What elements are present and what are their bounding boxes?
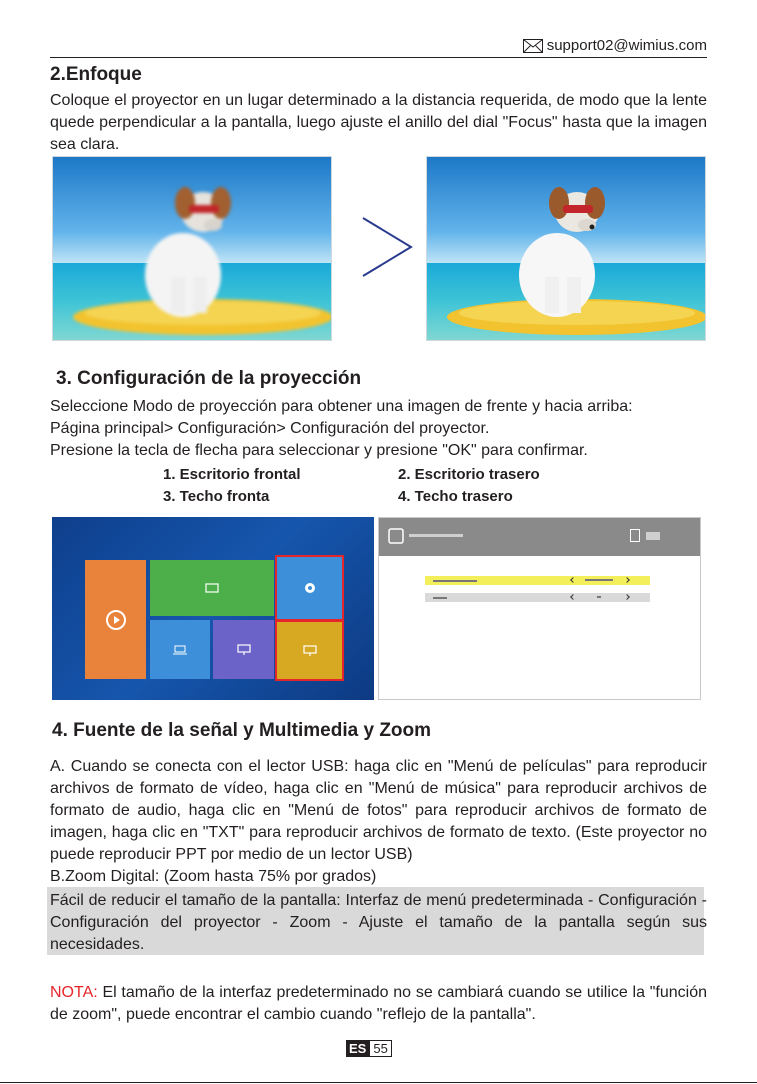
page-number: 55 — [369, 1040, 391, 1057]
photo-blurry — [52, 156, 332, 341]
home-menu-screenshot — [52, 517, 374, 700]
photo-sharp — [426, 156, 706, 341]
mode-3: 3. Techo fronta — [163, 488, 270, 505]
cast-icon — [303, 645, 317, 657]
setting-title-bar — [379, 518, 700, 556]
tile-miracast — [150, 620, 210, 679]
note-paragraph — [50, 982, 707, 1026]
projection-line1: Seleccione Modo de proyección para obtener una imagen de frente y hacia arriba: — [50, 398, 633, 415]
footer-rule — [0, 1082, 757, 1083]
tile-mirror — [150, 560, 274, 616]
tile-setting — [277, 557, 342, 619]
zoom-body: Fácil de reducir el tamaño de la pantalla: Interfaz de menú predeterminada - Configuración - Configuración del proyector - Zoom - Ajuste el tamaño de la pantalla según sus necesidades. — [50, 892, 707, 953]
envelope-icon — [523, 39, 543, 53]
page-footer — [346, 1040, 392, 1057]
email-text: support02@wimius.com — [546, 37, 707, 54]
multimedia-para-a: A. Cuando se conecta con el lector USB: haga clic en "Menú de películas" para reproducir archivos de formato de vídeo, haga clic en "Menú de música" para reproducir archivos de formato de audio, haga clic en "Menú de fotos" para reproducir archivos de formato de imagen, haga clic en "TXT" para reproducir archivos de formato de texto. (Este proyector no puede reproducir PPT por medio de un lector USB) — [50, 758, 707, 863]
chevron-right-icon — [357, 214, 419, 280]
setting-row-projection-mode — [425, 576, 650, 585]
gear-icon — [303, 581, 317, 595]
mode-4: 4. Techo trasero — [398, 488, 513, 505]
setting-icon — [388, 528, 404, 544]
focus-title: 2.Enfoque — [50, 64, 142, 85]
setting-row-zoom — [425, 593, 650, 602]
projection-line3: Presione la tecla de flecha para seleccionar y presione "OK" para confirmar. — [50, 442, 588, 459]
note-label: NOTA: — [50, 984, 98, 1001]
multimedia-title: 4. Fuente de la señal y Multimedia y Zoom — [52, 720, 432, 741]
mode-2: 2. Escritorio trasero — [398, 466, 540, 483]
header-email — [523, 37, 707, 54]
screen-icon — [205, 583, 219, 593]
language-badge: ES — [346, 1040, 369, 1057]
projection-title: 3. Configuración de la proyección — [56, 368, 362, 389]
projection-line2: Página principal> Configuración> Configuración del proyector. — [50, 420, 490, 437]
play-icon — [105, 609, 127, 631]
zoom-title: B.Zoom Digital: (Zoom hasta 75% por grados) — [50, 868, 377, 885]
laptop-icon — [173, 645, 187, 655]
mode-1: 1. Escritorio frontal — [163, 466, 301, 483]
tile-mediaplayer — [85, 560, 146, 679]
monitor-icon — [237, 644, 251, 656]
note-body: El tamaño de la interfaz predeterminado no se cambiará cuando se utilice la "función de zoom", puede encontrar el cambio cuando "reflejo de la pantalla". — [50, 984, 707, 1023]
tile-hdmi — [213, 620, 274, 679]
focus-body: Coloque el proyector en un lugar determinado a la distancia requerida, de modo que la lente quede perpendicular a la pantalla, luego ajuste el anillo del dial "Focus" hasta que la imagen sea clara. — [50, 92, 707, 153]
tile-input — [277, 622, 342, 679]
projector-setting-screenshot — [378, 517, 701, 700]
header-rule — [50, 57, 707, 58]
